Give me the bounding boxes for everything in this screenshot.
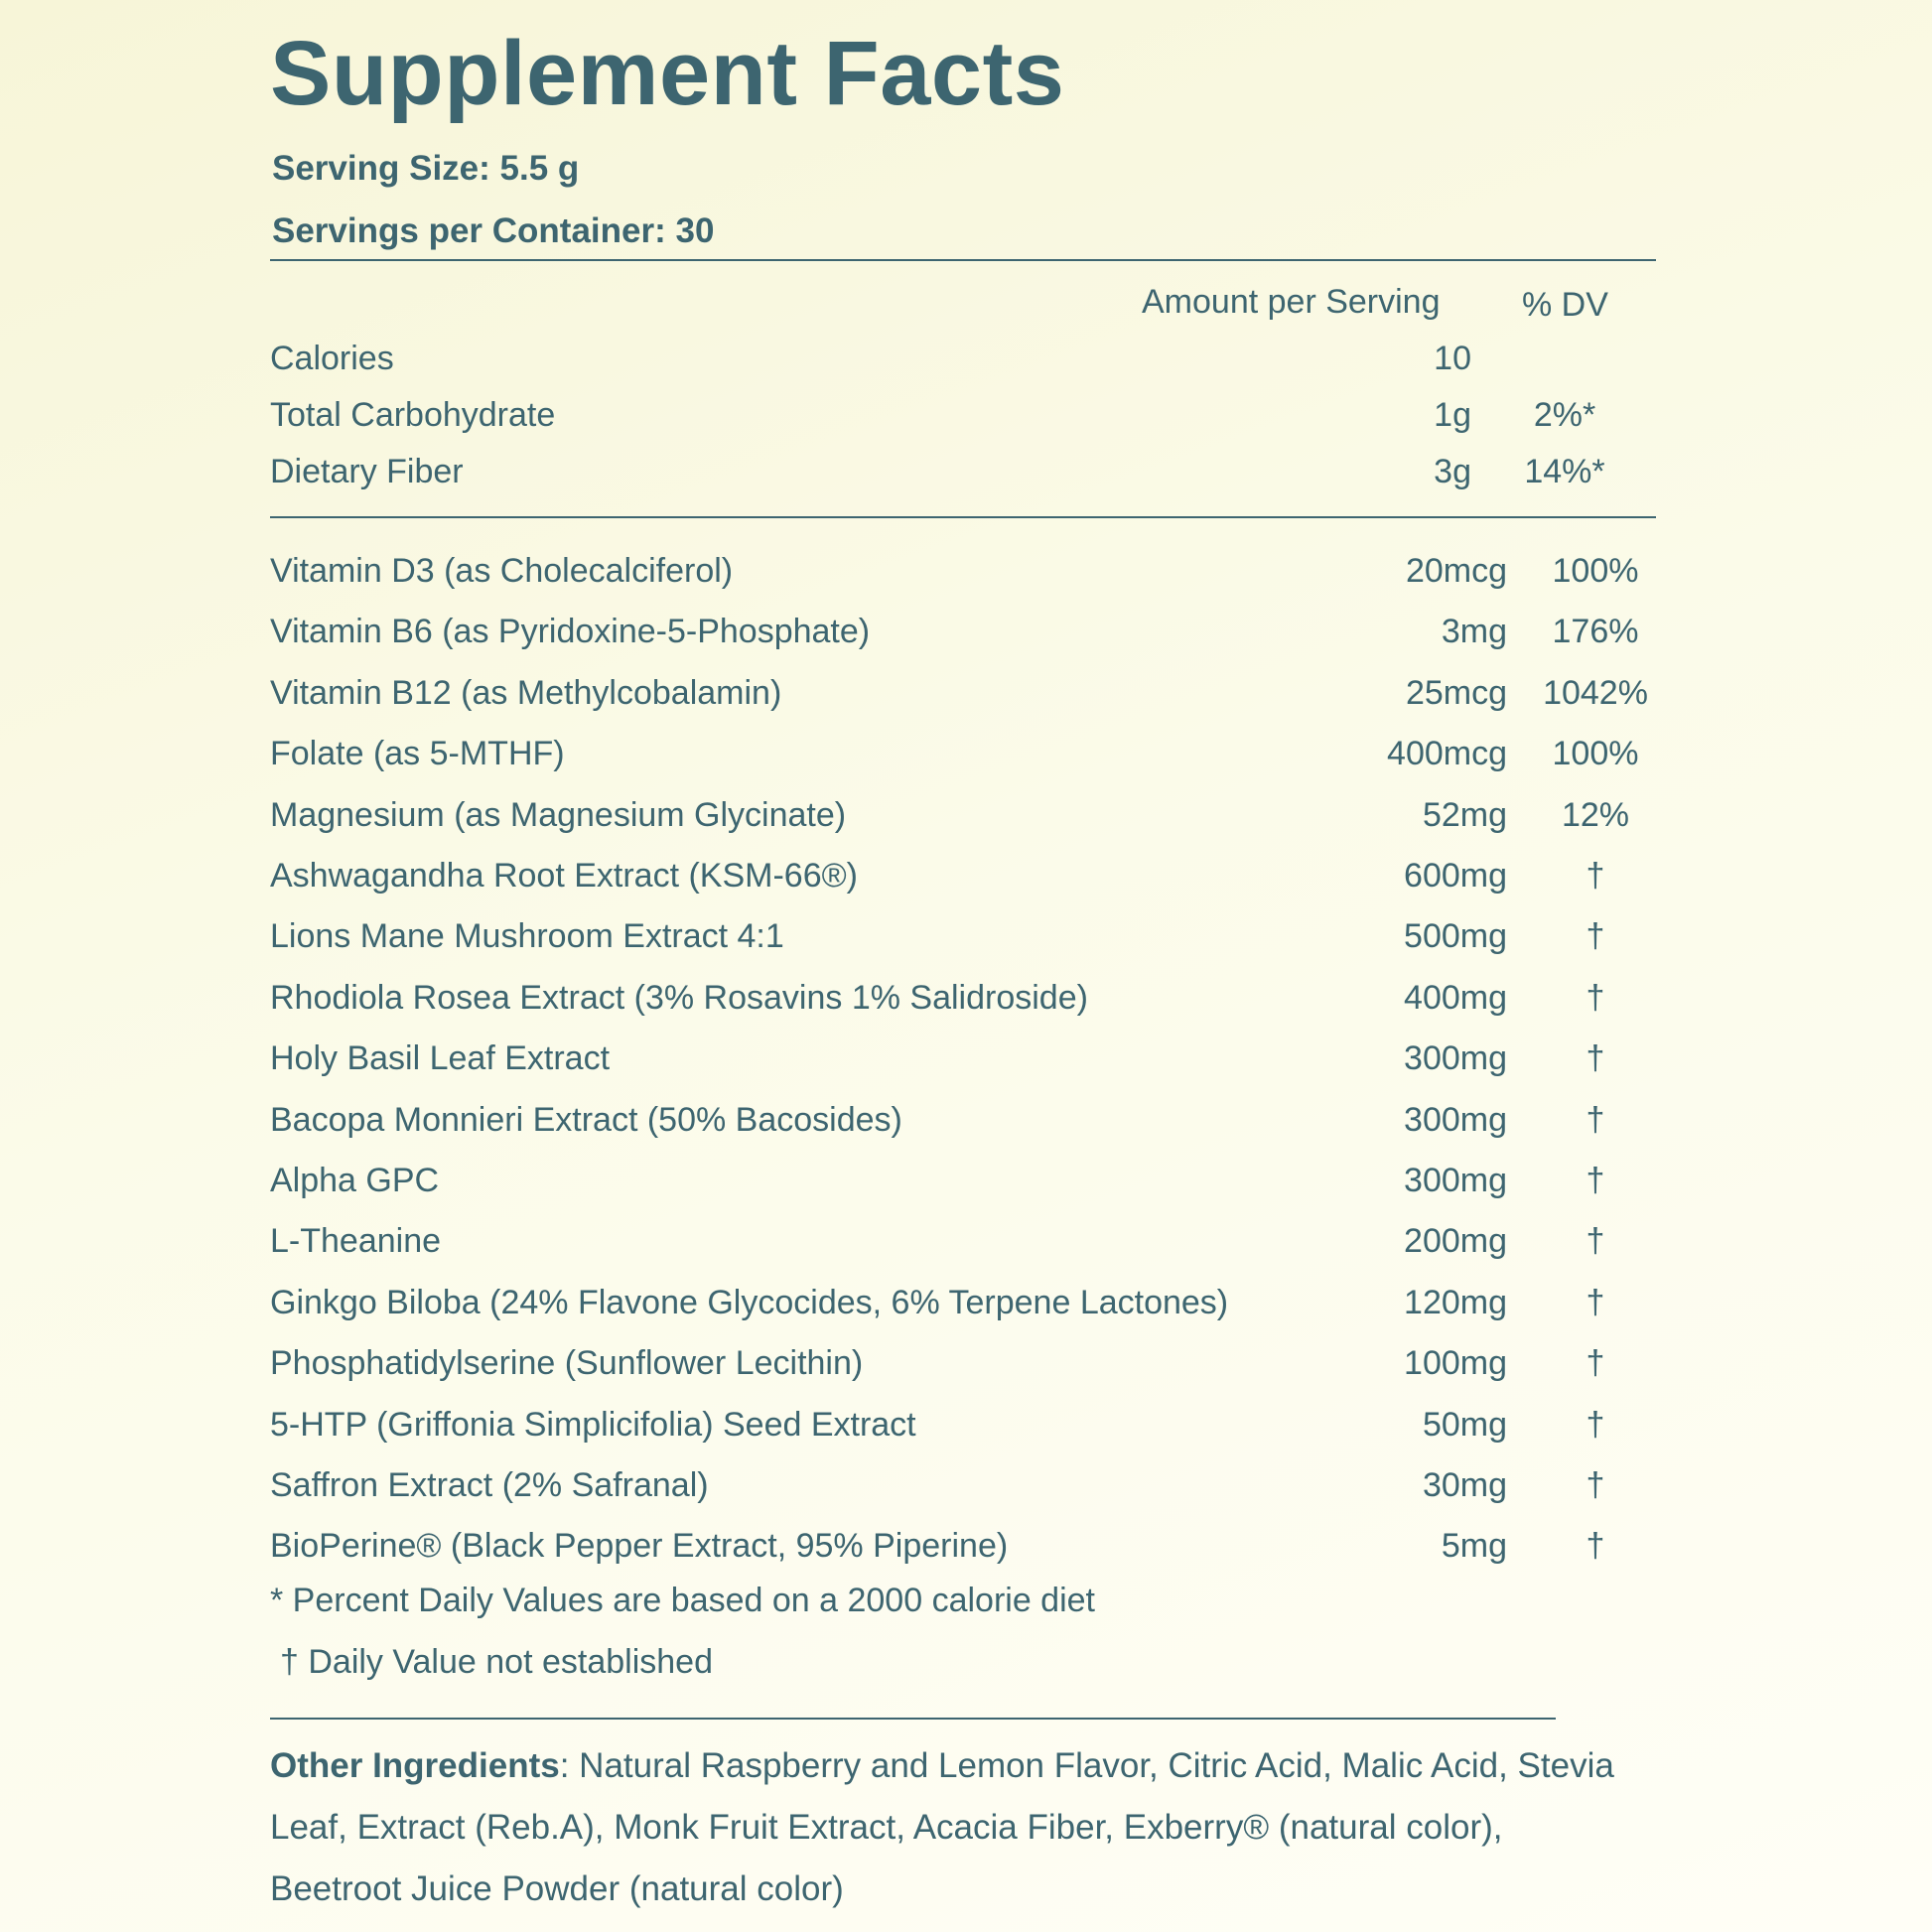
row-amount: 25mcg <box>1405 673 1507 712</box>
ingredient-row <box>270 1527 1660 1577</box>
macro-row <box>270 396 1660 446</box>
row-name: Magnesium (as Magnesium Glycinate) <box>270 795 847 834</box>
row-amount: 400mcg <box>1387 735 1507 773</box>
row-name: Holy Basil Leaf Extract <box>270 1039 611 1078</box>
row-amount: 300mg <box>1404 1039 1507 1078</box>
footnote-percent: * Percent Daily Values are based on a 2000 calorie diet <box>270 1582 1095 1619</box>
row-dv: † <box>1586 1405 1605 1444</box>
row-dv: † <box>1586 1039 1605 1078</box>
ingredient-row <box>270 1101 1660 1151</box>
ingredient-row <box>270 552 1660 602</box>
row-dv: 12% <box>1561 795 1630 834</box>
ingredient-row <box>270 1162 1660 1211</box>
row-amount: 600mg <box>1404 857 1507 895</box>
row-amount: 400mg <box>1404 978 1507 1017</box>
ingredient-row <box>270 917 1660 967</box>
row-amount: 3mg <box>1441 613 1507 651</box>
ingredient-row <box>270 1344 1660 1394</box>
row-dv: 100% <box>1552 735 1639 773</box>
row-name: Calories <box>270 340 394 377</box>
row-name: Ashwagandha Root Extract (KSM-66®) <box>270 857 858 895</box>
row-name: BioPerine® (Black Pepper Extract, 95% Piperine) <box>270 1527 1009 1566</box>
row-name: Dietary Fiber <box>270 453 464 490</box>
row-amount: 5mg <box>1441 1527 1507 1566</box>
column-header-dv: % DV <box>1522 286 1608 324</box>
ingredient-row <box>270 1039 1660 1089</box>
row-name: Bacopa Monnieri Extract (50% Bacosides) <box>270 1100 902 1139</box>
row-dv: 176% <box>1552 613 1639 651</box>
row-amount: 52mg <box>1422 795 1507 834</box>
row-amount: 300mg <box>1404 1100 1507 1139</box>
divider-bottom <box>270 1718 1556 1720</box>
other-ingredients-label: Other Ingredients <box>270 1746 560 1785</box>
divider-top <box>270 259 1656 261</box>
divider-middle <box>270 516 1656 518</box>
other-ingredients <box>270 1735 1620 1920</box>
ingredient-row <box>270 1284 1660 1333</box>
row-amount: 1g <box>1434 396 1471 434</box>
row-amount: 120mg <box>1404 1283 1507 1321</box>
serving-size: Serving Size: 5.5 g <box>272 149 580 188</box>
row-dv: 14%* <box>1524 453 1605 490</box>
row-dv: † <box>1586 1100 1605 1139</box>
row-dv: † <box>1586 1162 1605 1199</box>
row-amount: 500mg <box>1404 917 1507 956</box>
row-dv: 1042% <box>1543 673 1648 712</box>
row-dv: 100% <box>1552 552 1639 590</box>
row-name: Folate (as 5-MTHF) <box>270 735 565 773</box>
page-title: Supplement Facts <box>270 23 1065 124</box>
row-amount: 300mg <box>1404 1162 1507 1199</box>
row-amount: 3g <box>1434 453 1471 490</box>
macro-row <box>270 340 1660 389</box>
row-amount: 10 <box>1434 340 1471 377</box>
row-name: Saffron Extract (2% Safranal) <box>270 1466 709 1504</box>
row-dv: † <box>1586 978 1605 1017</box>
row-amount: 200mg <box>1404 1222 1507 1261</box>
row-name: Vitamin D3 (as Cholecalciferol) <box>270 552 734 590</box>
row-name: Rhodiola Rosea Extract (3% Rosavins 1% Salidroside) <box>270 978 1088 1017</box>
ingredient-row <box>270 857 1660 906</box>
row-name: L-Theanine <box>270 1222 442 1261</box>
footnote-dagger: † Daily Value not established <box>280 1643 713 1681</box>
ingredient-row <box>270 1406 1660 1455</box>
row-amount: 50mg <box>1422 1405 1507 1444</box>
row-name: Lions Mane Mushroom Extract 4:1 <box>270 917 784 956</box>
row-dv: † <box>1586 1527 1605 1566</box>
row-dv: 2%* <box>1533 396 1596 434</box>
ingredient-row <box>270 1222 1660 1272</box>
row-amount: 20mcg <box>1405 552 1507 590</box>
row-dv: † <box>1586 1466 1605 1504</box>
row-name: Ginkgo Biloba (24% Flavone Glycocides, 6% Terpene Lactones) <box>270 1283 1229 1321</box>
ingredient-row <box>270 613 1660 662</box>
column-header-amount: Amount per Serving <box>1142 283 1441 321</box>
ingredient-row <box>270 1466 1660 1516</box>
row-dv: † <box>1586 857 1605 895</box>
row-amount: 100mg <box>1404 1344 1507 1383</box>
ingredient-row <box>270 735 1660 784</box>
macro-row <box>270 453 1660 502</box>
row-amount: 30mg <box>1422 1466 1507 1504</box>
ingredient-row <box>270 979 1660 1029</box>
row-dv: † <box>1586 1283 1605 1321</box>
row-name: Vitamin B12 (as Methylcobalamin) <box>270 673 782 712</box>
row-name: Total Carbohydrate <box>270 396 556 434</box>
row-dv: † <box>1586 917 1605 956</box>
ingredient-row <box>270 796 1660 846</box>
servings-per-container: Servings per Container: 30 <box>272 211 715 250</box>
row-dv: † <box>1586 1344 1605 1383</box>
row-name: 5-HTP (Griffonia Simplicifolia) Seed Extract <box>270 1405 916 1444</box>
row-dv: † <box>1586 1222 1605 1261</box>
ingredient-row <box>270 674 1660 724</box>
row-name: Vitamin B6 (as Pyridoxine-5-Phosphate) <box>270 613 871 651</box>
other-ingredients-text: : Natural Raspberry and Lemon Flavor, Citric Acid, Malic Acid, Stevia Leaf, Extract (Reb.A), Monk Fruit Extract, Acacia Fiber, Exberry® (natural color), Beetroot Juice Powder (natural color) <box>270 1746 1614 1908</box>
row-name: Phosphatidylserine (Sunflower Lecithin) <box>270 1344 864 1383</box>
row-name: Alpha GPC <box>270 1162 440 1199</box>
